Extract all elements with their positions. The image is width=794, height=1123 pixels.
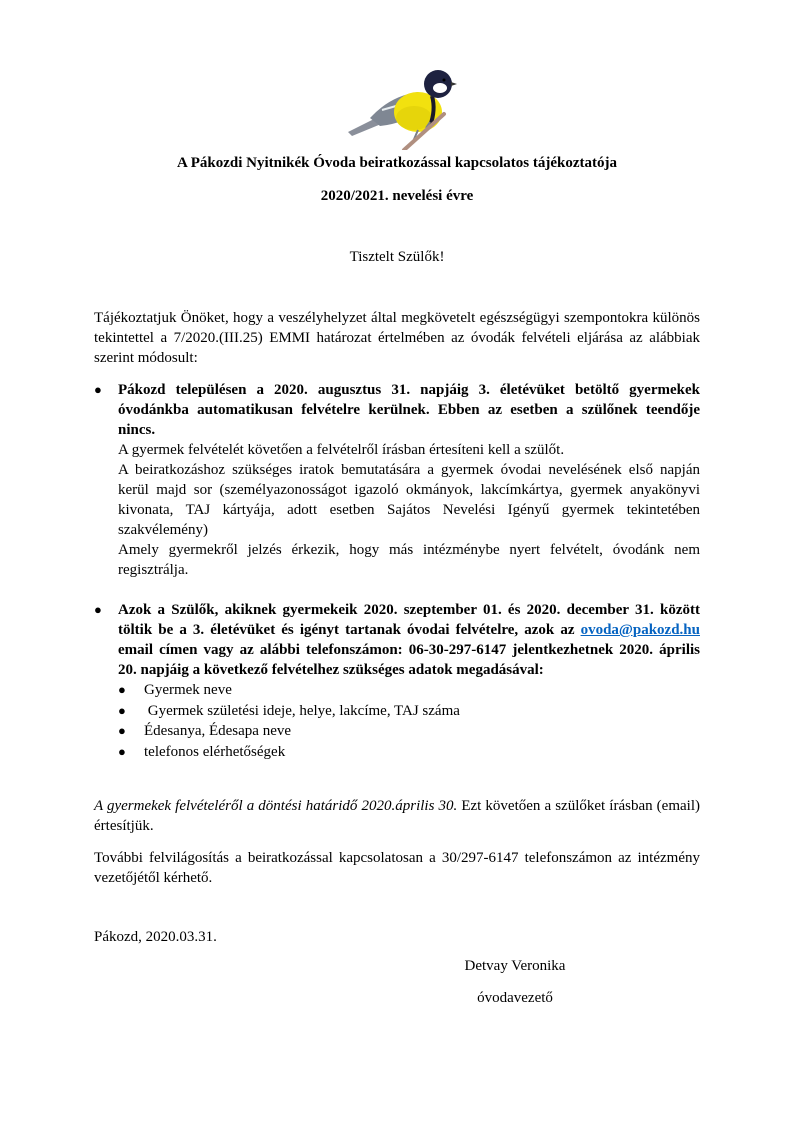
bullet-icon: ● [94,602,102,617]
list-item-automatic-admission [94,380,700,580]
item-bold-text-end: email címen vagy az alábbi telefonszámon: 06-30-297-6147 jelentkezhetnek 2020. április 20. napjáig a következő felvételhez szükséges adatok megadásával: [118,642,700,678]
item-paragraph: A gyermek felvételét követően a felvételről írásban értesíteni kell a szülőt. [118,442,565,458]
greeting: Tisztelt Szülők! [349,249,445,265]
signer-name: Detvay Veronika [464,958,566,974]
document-title: A Pákozdi Nyitnikék Óvoda beiratkozással kapcsolatos tájékoztatója [176,155,617,171]
sub-list-item [118,701,700,722]
bullet-icon: ● [118,702,126,718]
sub-list-item [118,680,700,701]
item-bold-text [118,600,700,680]
required-data-list [118,680,700,762]
sub-list-item [118,742,700,763]
sub-list-item [118,721,700,742]
bullet-icon: ● [118,743,126,759]
item-bold-text-start: Azok a Szülők, akiknek gyermekeik 2020. szeptember 01. és 2020. december 31. között töltik be a 3. életévüket és igényt tartanak óvodai felvételre, azok az [118,602,700,638]
signer-role: óvodavezető [477,990,553,1006]
deadline-italic: A gyermekek felvételéről a döntési határidő 2020.április 30. [94,798,458,814]
sub-list-item-text: Édesanya, Édesapa neve [144,723,292,739]
sub-list-item-text: Gyermek születési ideje, helye, lakcíme, TAJ száma [144,702,460,719]
bullet-icon: ● [118,682,126,697]
bird-logo-icon [340,60,458,150]
deadline-paragraph [94,796,700,836]
email-link[interactable]: ovoda@pakozd.hu [580,622,700,638]
place-date: Pákozd, 2020.03.31. [94,929,217,945]
deadline-rest: Ezt követően a szülőket írásban (email) értesítjük. [94,798,700,834]
bullet-icon: ● [94,382,102,397]
list-item-application [94,600,700,762]
item-paragraph: Amely gyermekről jelzés érkezik, hogy más intézménybe nyert felvételt, óvodánk nem regisztrálja. [118,542,700,578]
document-subtitle: 2020/2021. nevelési évre [320,188,474,204]
item-bold-text: Pákozd településen a 2020. augusztus 31. napjáig 3. életévüket betöltő gyermekek óvodánkba automatikusan felvételre kerülnek. Ebben az esetben a szülőnek teendője nincs. [118,382,700,438]
sub-list-item-text: Gyermek neve [144,682,232,698]
more-info-paragraph: További felvilágosítás a beiratkozással kapcsolatosan a 30/297-6147 telefonszámon az intézmény vezetőjétől kérhető. [94,850,700,886]
sub-list-item-text: telefonos elérhetőségek [144,743,286,760]
bullet-icon: ● [118,723,126,738]
item-paragraph: A beiratkozáshoz szükséges iratok bemutatására a gyermek óvodai nevelésének első napján kerül majd sor (személyazonosságot igazoló okmányok, lakcímkártya, gyermek anyakönyvi kivonata, TAJ kártyája, adott esetben Sajátos Nevelési Igényű gyermek tekintetében szakvélemény) [118,462,700,538]
intro-paragraph: Tájékoztatjuk Önöket, hogy a veszélyhelyzet által megkövetelt egészségügyi szempontokra különös tekintettel a 7/2020.(III.25) EMMI határozat értelmében az óvodák felvételi eljárása az alábbiak szerint módosult: [94,310,700,366]
